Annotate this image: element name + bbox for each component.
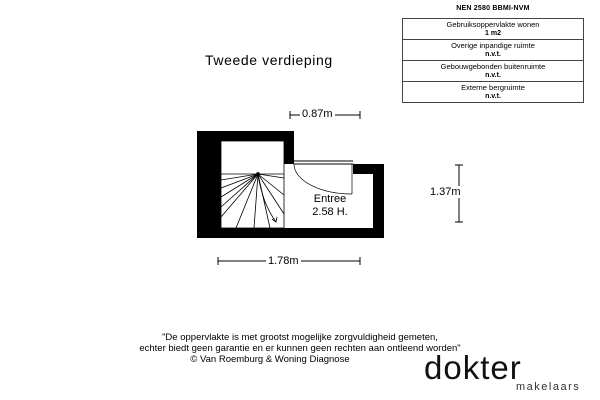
copyright-line: © Van Roemburg & Woning Diagnose xyxy=(190,354,350,365)
room-label xyxy=(302,193,358,219)
area-value: n.v.t. xyxy=(485,93,501,100)
area-value: n.v.t. xyxy=(485,51,501,58)
right-dimension-label: 1.37m xyxy=(430,186,461,198)
logo-word: dokter xyxy=(424,349,522,386)
area-value: n.v.t. xyxy=(485,72,501,79)
door xyxy=(294,161,353,194)
bottom-dimension-label: 1.78m xyxy=(268,255,299,267)
disclaimer-line: echter biedt geen garantie en er kunnen geen rechten aan ontleend worden" xyxy=(139,343,461,354)
company-logo xyxy=(424,349,600,400)
staircase xyxy=(221,141,284,228)
standard-header: NEN 2580 BBMI-NVM xyxy=(456,5,530,12)
area-label: Gebruiksoppervlakte wonen xyxy=(446,20,540,29)
area-label: Overige inpandige ruimte xyxy=(451,41,535,50)
top-dimension-label: 0.87m xyxy=(302,108,333,120)
logo-subtitle: makelaars xyxy=(516,381,581,393)
room-height: 2.58 H. xyxy=(312,206,348,218)
area-label: Gebouwgebonden buitenruimte xyxy=(440,62,546,71)
room-name: Entree xyxy=(313,193,347,205)
disclaimer-line: "De oppervlakte is met grootst mogelijke zorgvuldigheid gemeten, xyxy=(162,332,438,343)
floor-title: Tweede verdieping xyxy=(205,52,333,68)
area-value: 1 m2 xyxy=(485,30,501,37)
area-label: Externe bergruimte xyxy=(461,83,525,92)
